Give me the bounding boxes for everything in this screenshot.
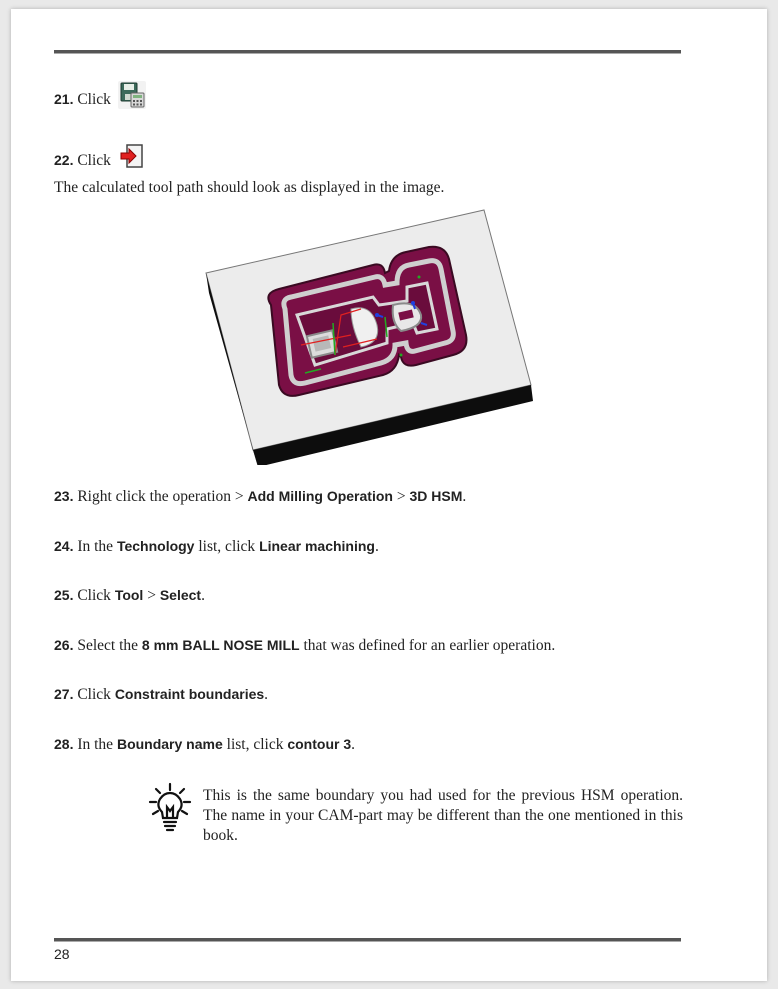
lightbulb-icon (148, 782, 192, 837)
footer-rule (54, 938, 681, 942)
step-text: . (351, 736, 355, 753)
step-text: In the (77, 736, 117, 753)
ui-term: Add Milling Operation (247, 488, 393, 504)
exit-icon (118, 142, 146, 170)
step-number: 24. (54, 538, 74, 554)
step-number: 23. (54, 488, 74, 504)
step-text: > (392, 488, 410, 505)
tip-note: This is the same boundary you had used for the previous HSM operation. The name in your CAM-part may be different than the one mentioned in this book. (203, 787, 683, 844)
page-number: 28 (54, 946, 70, 962)
ui-term: Constraint boundaries (114, 686, 265, 702)
step-text: . (201, 587, 205, 604)
step-number: 22. (54, 152, 74, 168)
step-text: In the (77, 538, 117, 555)
step-number: 28. (54, 736, 74, 752)
step-text: . (374, 538, 379, 555)
step-text: . (264, 686, 269, 703)
step-number: 25. (54, 587, 74, 603)
step-text: Right click the operation > (77, 488, 248, 505)
document-page (11, 9, 767, 981)
header-rule (54, 50, 681, 54)
step-25 (54, 587, 205, 605)
ui-term: 3D HSM (409, 488, 463, 504)
step-text: Click (77, 91, 111, 108)
ui-term: Technology (116, 538, 195, 554)
description-paragraph: The calculated tool path should look as displayed in the image. (54, 179, 445, 196)
ui-term: Tool (114, 587, 144, 603)
step-number: 27. (54, 686, 74, 702)
step-22 (54, 142, 146, 170)
step-24 (54, 538, 379, 556)
toolpath-3d-part-icon (201, 205, 546, 470)
ui-term: 8 mm BALL NOSE MILL (141, 637, 300, 653)
step-26 (54, 637, 555, 655)
step-text: Click (77, 587, 115, 604)
ui-term: Boundary name (116, 736, 223, 752)
step-text: list, click (222, 736, 288, 753)
step-21 (54, 81, 146, 109)
step-text: list, click (194, 538, 260, 555)
ui-term: Linear machining (259, 538, 375, 554)
ui-term: contour 3 (287, 736, 352, 752)
step-28 (54, 736, 355, 754)
step-text: that was defined for an earlier operation. (299, 637, 556, 654)
step-number: 21. (54, 91, 74, 107)
ui-term: Select (159, 587, 202, 603)
step-text: Click (77, 686, 115, 703)
step-text: . (462, 488, 467, 505)
step-text: Select the (77, 637, 142, 654)
step-number: 26. (54, 637, 74, 653)
step-text: > (143, 587, 160, 604)
calculate-toolpath-icon (118, 81, 146, 109)
step-text: Click (77, 152, 111, 169)
step-23 (54, 488, 466, 506)
step-27 (54, 686, 268, 704)
